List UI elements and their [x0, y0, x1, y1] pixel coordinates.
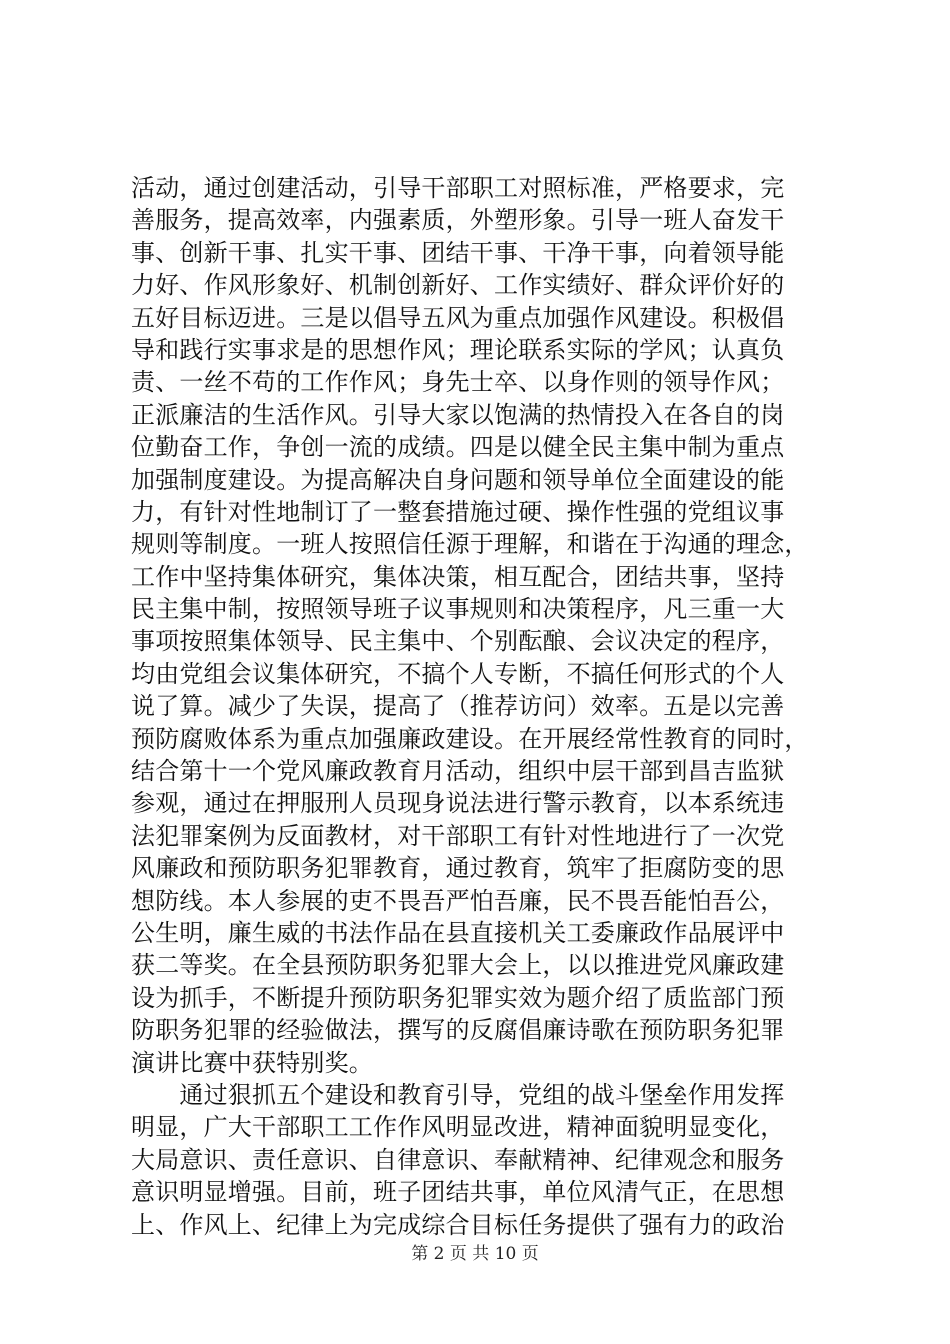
text-line: 法犯罪案例为反面教材，对干部职工有针对性地进行了一次党 — [131, 821, 785, 850]
text-line: 预防腐败体系为重点加强廉政建设。在开展经常性教育的同时， — [131, 724, 809, 753]
text-line: 演讲比赛中获特别奖。 — [131, 1048, 373, 1077]
text-line: 上、作风上、纪律上为完成综合目标任务提供了强有力的政治 — [131, 1210, 785, 1239]
text-line: 明显，广大干部职工工作作风明显改进，精神面貌明显变化， — [131, 1113, 785, 1142]
text-line: 公生明，廉生威的书法作品在县直接机关工委廉政作品展评中 — [131, 918, 785, 947]
text-line: 民主集中制，按照领导班子议事规则和决策程序，凡三重一大 — [131, 595, 785, 624]
text-line: 位勤奋工作，争创一流的成绩。四是以健全民主集中制为重点 — [131, 433, 785, 462]
text-line: 意识明显增强。目前，班子团结共事，单位风清气正，在思想 — [131, 1178, 785, 1207]
text-line: 说了算。减少了失误，提高了（推荐访问）效率。五是以完善 — [131, 692, 785, 721]
text-line: 获二等奖。在全县预防职务犯罪大会上，以以推进党风廉政建 — [131, 951, 785, 980]
text-line: 防职务犯罪的经验做法，撰写的反腐倡廉诗歌在预防职务犯罪 — [131, 1016, 785, 1045]
text-line: 善服务，提高效率，内强素质，外塑形象。引导一班人奋发干 — [131, 206, 785, 235]
text-line: 力好、作风形象好、机制创新好、工作实绩好、群众评价好的 — [131, 271, 785, 300]
text-line: 风廉政和预防职务犯罪教育，通过教育，筑牢了拒腐防变的思 — [131, 854, 785, 883]
text-line: 加强制度建设。为提高解决自身问题和领导单位全面建设的能 — [131, 465, 785, 494]
page-footer — [0, 1244, 950, 1264]
body-text — [131, 172, 831, 1241]
text-line: 力，有针对性地制订了一整套措施过硬、操作性强的党组议事 — [131, 497, 785, 526]
text-line: 通过狠抓五个建设和教育引导，党组的战斗堡垒作用发挥 — [131, 1080, 785, 1109]
page-number: 第 2 页 共 10 页 — [411, 1244, 539, 1264]
text-line: 规则等制度。一班人按照信任源于理解，和谐在于沟通的理念， — [131, 530, 809, 559]
text-line: 参观，通过在押服刑人员现身说法进行警示教育，以本系统违 — [131, 789, 785, 818]
text-line: 事项按照集体领导、民主集中、个别酝酿、会议决定的程序， — [131, 627, 785, 656]
text-line: 设为抓手，不断提升预防职务犯罪实效为题介绍了质监部门预 — [131, 983, 785, 1012]
text-line: 导和践行实事求是的思想作风；理论联系实际的学风；认真负 — [131, 335, 785, 364]
text-line: 正派廉洁的生活作风。引导大家以饱满的热情投入在各自的岗 — [131, 400, 785, 429]
text-line: 五好目标迈进。三是以倡导五风为重点加强作风建设。积极倡 — [131, 303, 785, 332]
text-line: 想防线。本人参展的吏不畏吾严怕吾廉，民不畏吾能怕吾公， — [131, 886, 785, 915]
text-line: 活动，通过创建活动，引导干部职工对照标准，严格要求，完 — [131, 174, 785, 202]
text-line: 均由党组会议集体研究，不搞个人专断，不搞任何形式的个人 — [131, 659, 785, 688]
text-line: 结合第十一个党风廉政教育月活动，组织中层干部到昌吉监狱 — [131, 757, 785, 786]
text-line: 工作中坚持集体研究，集体决策，相互配合，团结共事，坚持 — [131, 562, 785, 591]
text-line: 责、一丝不苟的工作作风；身先士卒、以身作则的领导作风； — [131, 368, 785, 397]
text-line: 大局意识、责任意识、自律意识、奉献精神、纪律观念和服务 — [131, 1145, 785, 1174]
text-line: 事、创新干事、扎实干事、团结干事、干净干事，向着领导能 — [131, 238, 785, 267]
